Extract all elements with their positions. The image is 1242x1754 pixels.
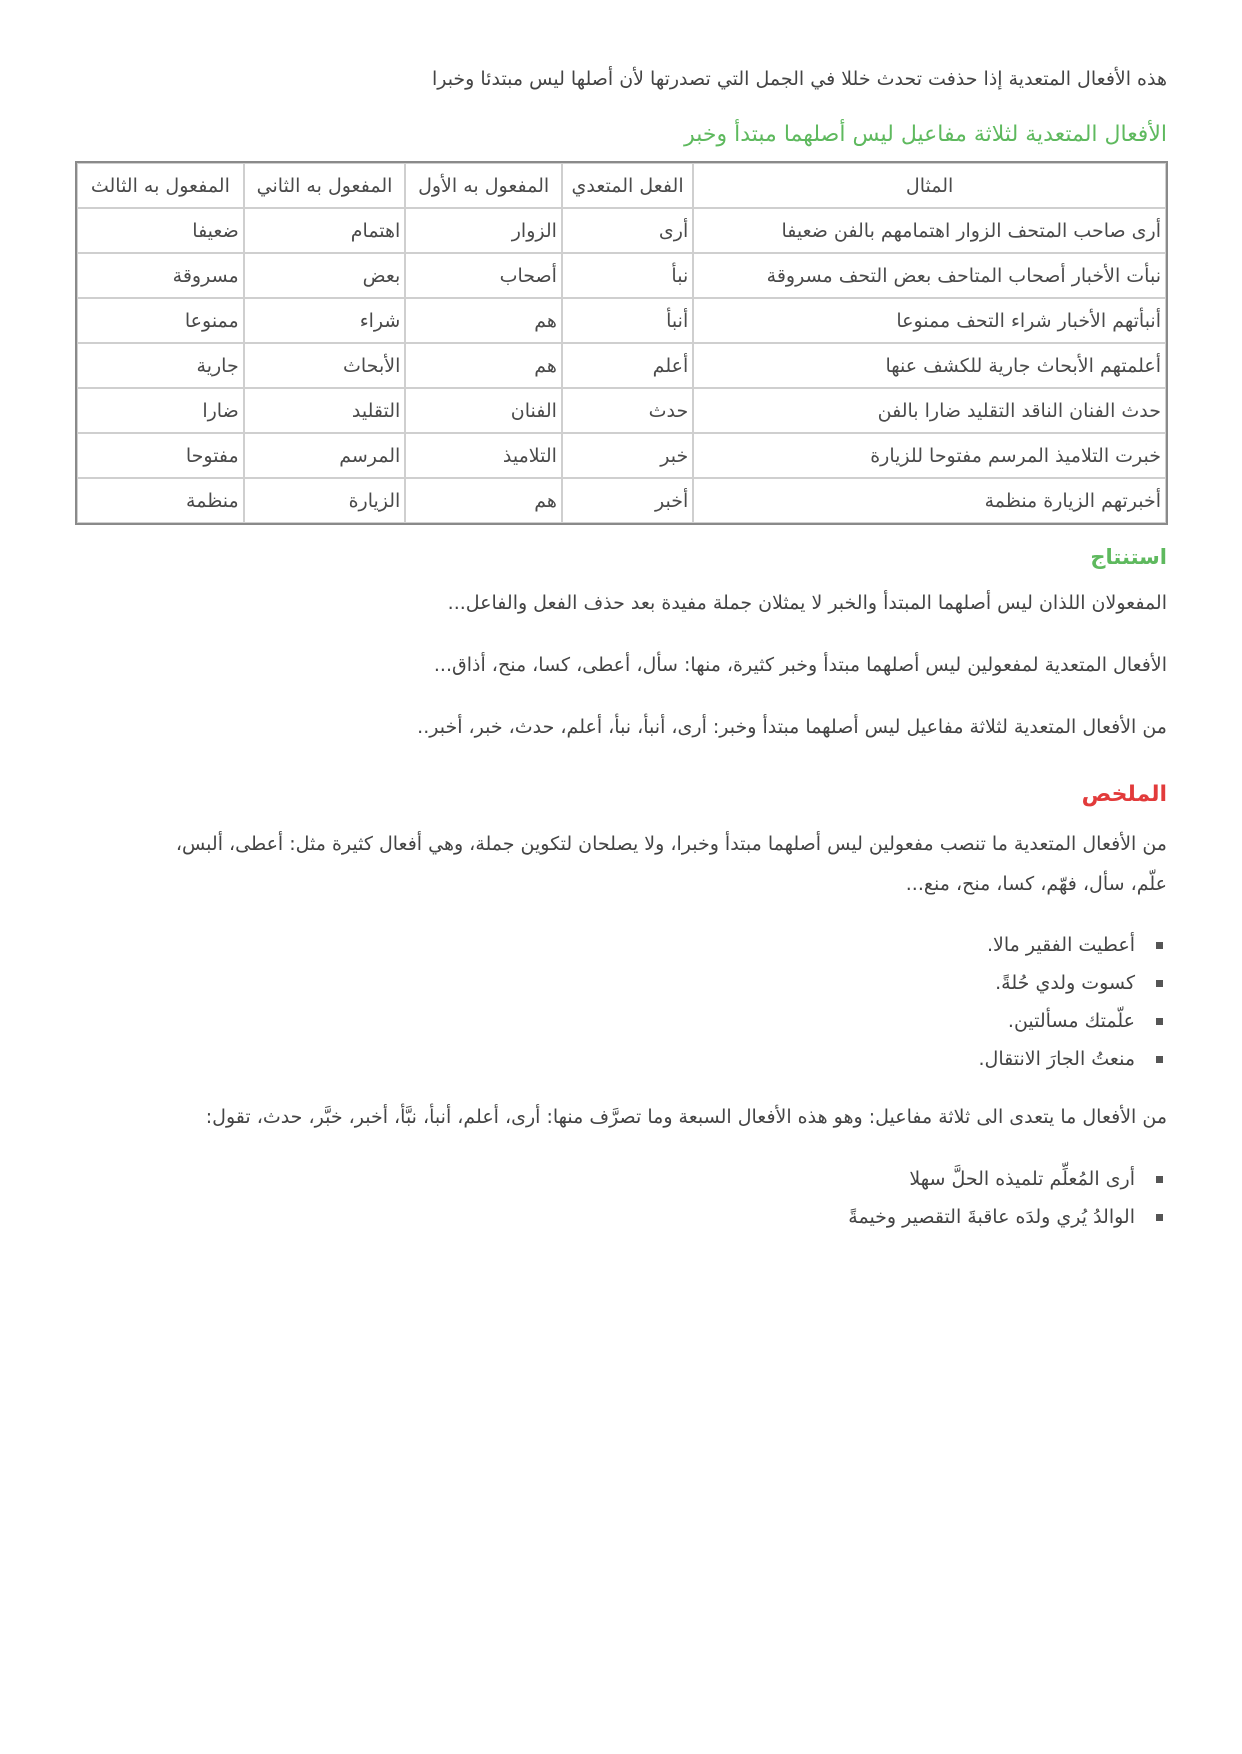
table-row [77, 343, 1166, 388]
list-item [76, 1198, 1135, 1236]
cell-verb: أنبأ [562, 298, 693, 343]
conclusion-heading: استنتاج [1090, 545, 1167, 569]
table-header-row [77, 163, 1166, 208]
summary-line: علّم، سأل، فهّم، كسا، منح، منع... [905, 873, 1167, 895]
cell-object-1: هم [405, 478, 562, 523]
header-verb: الفعل المتعدي [562, 163, 693, 208]
table-heading: الأفعال المتعدية لثلاثة مفاعيل ليس أصلهما مبتدأ وخبر [684, 122, 1167, 147]
cell-verb: خبر [562, 433, 693, 478]
cell-verb: أعلم [562, 343, 693, 388]
cell-object-1: التلاميذ [405, 433, 562, 478]
cell-object-2: الأبحاث [244, 343, 406, 388]
three-objects-paragraph: من الأفعال ما يتعدى الى ثلاثة مفاعيل: وهو هذه الأفعال السبعة وما تصرَّف منها: أرى، أعلم، أنبأ، نبَّأ، أخبر، خبَّر، حدث، تقول: [205, 1106, 1167, 1128]
list-item-text: أرى المُعلِّم تلميذه الحلَّ سهلا [909, 1168, 1135, 1190]
verbs-table [76, 162, 1167, 524]
header-object-2: المفعول به الثاني [244, 163, 406, 208]
cell-verb: حدث [562, 388, 693, 433]
table-row [77, 298, 1166, 343]
cell-object-3: مفتوحا [77, 433, 244, 478]
cell-object-1: الزوار [405, 208, 562, 253]
cell-example: نبأت الأخبار أصحاب المتاحف بعض التحف مسروقة [693, 253, 1166, 298]
cell-object-2: شراء [244, 298, 406, 343]
intro-paragraph: هذه الأفعال المتعدية إذا حذفت تحدث خللا في الجمل التي تصدرتها لأن أصلها ليس مبتدئا وخبرا [431, 68, 1167, 90]
cell-example: أعلمتهم الأبحاث جارية للكشف عنها [693, 343, 1166, 388]
square-bullet-icon [1156, 942, 1163, 949]
cell-example: حدث الفنان الناقد التقليد ضارا بالفن [693, 388, 1166, 433]
table-row [77, 433, 1166, 478]
cell-object-3: ضارا [77, 388, 244, 433]
table-row [77, 388, 1166, 433]
list-item [76, 1160, 1135, 1198]
two-objects-examples-list [76, 926, 1167, 1078]
cell-object-1: هم [405, 298, 562, 343]
header-object-3: المفعول به الثالث [77, 163, 244, 208]
cell-object-1: الفنان [405, 388, 562, 433]
table-row [77, 253, 1166, 298]
cell-object-2: الزيارة [244, 478, 406, 523]
three-objects-examples-list [76, 1160, 1167, 1236]
cell-example: أرى صاحب المتحف الزوار اهتمامهم بالفن ضعيفا [693, 208, 1166, 253]
table-row [77, 208, 1166, 253]
list-item-text: أعطيت الفقير مالا. [986, 934, 1135, 956]
list-item-text: علّمتك مسألتين. [1007, 1010, 1135, 1032]
cell-verb: أرى [562, 208, 693, 253]
cell-verb: نبأ [562, 253, 693, 298]
cell-object-1: هم [405, 343, 562, 388]
cell-example: أخبرتهم الزيارة منظمة [693, 478, 1166, 523]
summary-paragraph [76, 824, 1167, 904]
list-item-text: كسوت ولدي حُلةً. [995, 972, 1135, 994]
cell-verb: أخبر [562, 478, 693, 523]
cell-object-2: بعض [244, 253, 406, 298]
conclusion-paragraph: من الأفعال المتعدية لثلاثة مفاعيل ليس أصلهما مبتدأ وخبر: أرى، أنبأ، نبأ، أعلم، حدث، خبر، أخبر.. [417, 716, 1167, 738]
square-bullet-icon [1156, 980, 1163, 987]
conclusion-paragraph: الأفعال المتعدية لمفعولين ليس أصلهما مبتدأ وخبر كثيرة، منها: سأل، أعطى، كسا، منح، أذاق... [433, 654, 1167, 676]
square-bullet-icon [1156, 1176, 1163, 1183]
header-example: المثال [693, 163, 1166, 208]
cell-object-3: ممنوعا [77, 298, 244, 343]
list-item [76, 926, 1135, 964]
conclusion-paragraph: المفعولان اللذان ليس أصلهما المبتدأ والخبر لا يمثلان جملة مفيدة بعد حذف الفعل والفاعل... [447, 592, 1167, 614]
cell-object-2: المرسم [244, 433, 406, 478]
square-bullet-icon [1156, 1018, 1163, 1025]
cell-object-1: أصحاب [405, 253, 562, 298]
cell-object-3: ضعيفا [77, 208, 244, 253]
cell-object-3: منظمة [77, 478, 244, 523]
summary-line: من الأفعال المتعدية ما تنصب مفعولين ليس أصلهما مبتدأ وخبرا، ولا يصلحان لتكوين جملة، وهي أفعال كثيرة مثل: أعطى، ألبس، [175, 833, 1167, 855]
cell-object-3: مسروقة [77, 253, 244, 298]
square-bullet-icon [1156, 1056, 1163, 1063]
summary-heading: الملخص [1081, 782, 1167, 807]
list-item-text: الوالدُ يُري ولدَه عاقبةَ التقصير وخيمةً [848, 1206, 1135, 1228]
list-item [76, 1040, 1135, 1078]
cell-object-2: اهتمام [244, 208, 406, 253]
cell-example: خبرت التلاميذ المرسم مفتوحا للزيارة [693, 433, 1166, 478]
table-row [77, 478, 1166, 523]
list-item [76, 964, 1135, 1002]
square-bullet-icon [1156, 1214, 1163, 1221]
cell-object-3: جارية [77, 343, 244, 388]
header-object-1: المفعول به الأول [405, 163, 562, 208]
list-item [76, 1002, 1135, 1040]
list-item-text: منعتُ الجارَ الانتقال. [978, 1048, 1135, 1070]
cell-example: أنبأتهم الأخبار شراء التحف ممنوعا [693, 298, 1166, 343]
cell-object-2: التقليد [244, 388, 406, 433]
